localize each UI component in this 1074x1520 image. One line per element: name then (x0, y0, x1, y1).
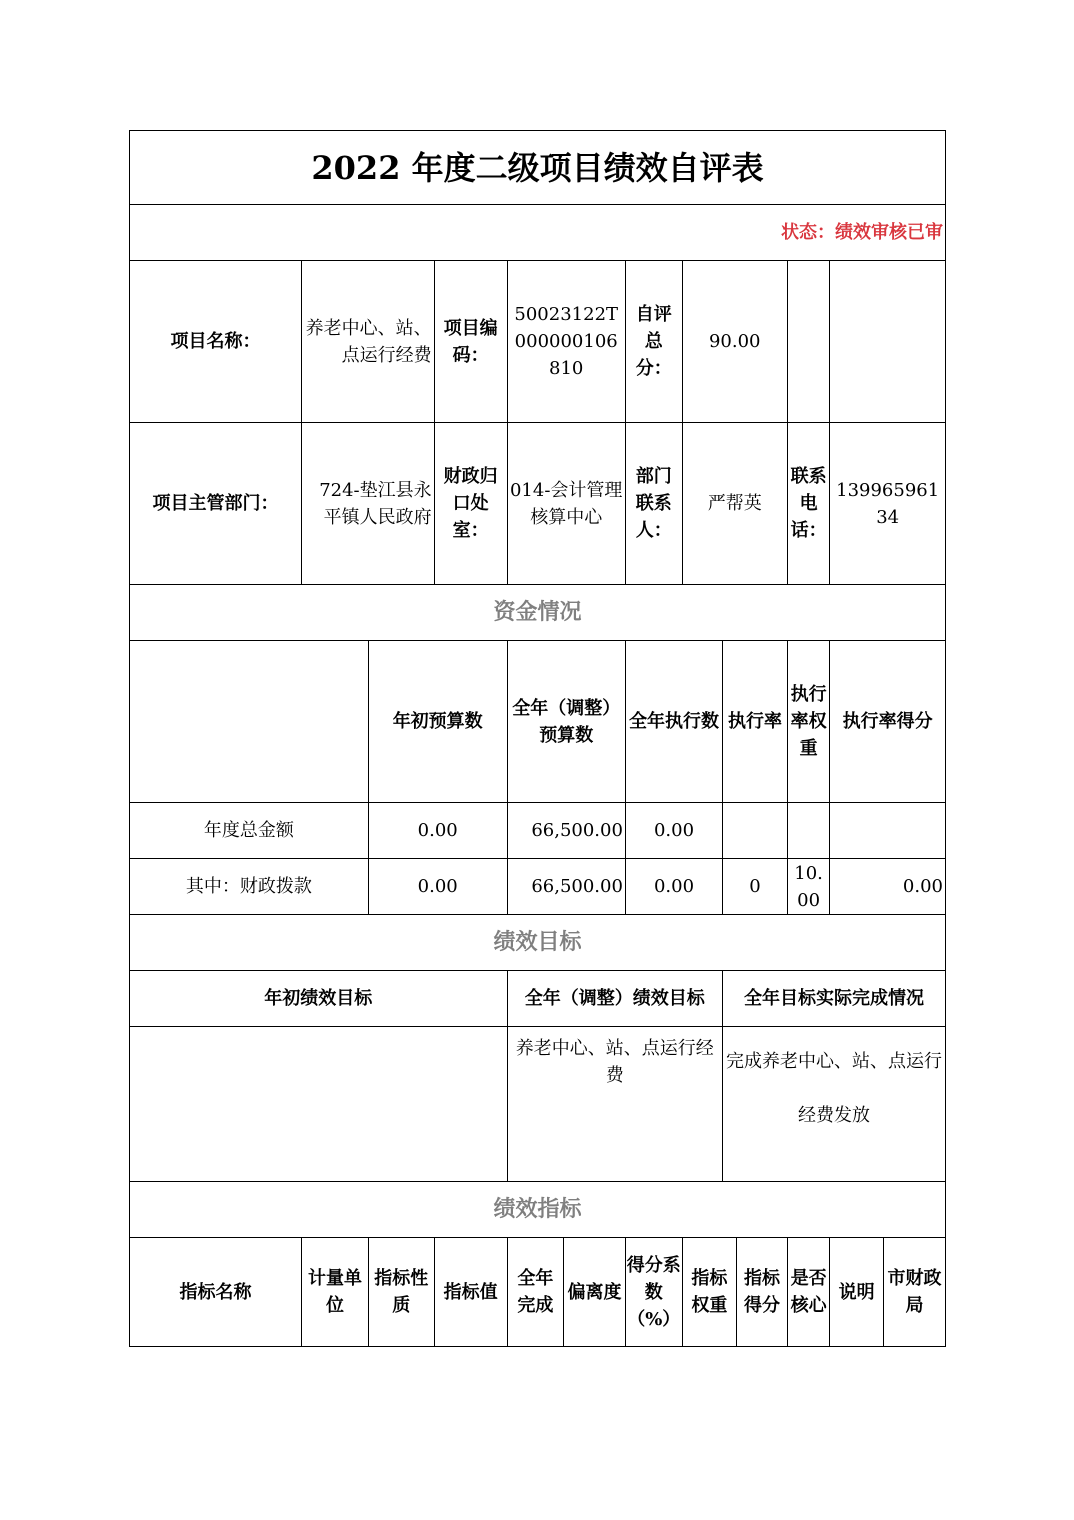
funds-header-initial: 年初预算数 (368, 641, 507, 803)
funds-row-weight: 10.00 (787, 859, 830, 915)
indicator-header-nature: 指标性质 (368, 1238, 434, 1347)
funds-row-adjusted: 66,500.00 (507, 859, 625, 915)
funds-header-weight: 执行率权重 (787, 641, 830, 803)
goals-initial-value (130, 1027, 508, 1182)
funds-row-score (830, 803, 946, 859)
funds-row-executed: 0.00 (625, 803, 722, 859)
status-text: 状态：绩效审核已审 (130, 205, 946, 261)
indicator-header-weight: 指标权重 (682, 1238, 737, 1347)
funds-row-rate: 0 (723, 859, 788, 915)
project-name-value: 养老中心、站、点运行经费 (302, 261, 435, 423)
empty-cell (787, 261, 830, 423)
funds-row-executed: 0.00 (625, 859, 722, 915)
goals-adjusted-value: 养老中心、站、点运行经费 (507, 1027, 723, 1182)
phone-label: 联系电话： (787, 423, 830, 585)
evaluation-form (129, 130, 946, 1347)
goals-header-actual: 全年目标实际完成情况 (723, 971, 946, 1027)
finance-value: 014-会计管理核算中心 (507, 423, 625, 585)
indicator-header-completion: 全年完成 (507, 1238, 564, 1347)
funds-row-rate (723, 803, 788, 859)
indicator-header-core: 是否核心 (787, 1238, 830, 1347)
goals-actual-value: 完成养老中心、站、点运行经费发放 (723, 1027, 946, 1182)
funds-row-score: 0.00 (830, 859, 946, 915)
contact-value: 严帮英 (682, 423, 787, 585)
indicator-header-value: 指标值 (434, 1238, 507, 1347)
funds-row-adjusted: 66,500.00 (507, 803, 625, 859)
project-name-label: 项目名称： (130, 261, 302, 423)
funds-header-executed: 全年执行数 (625, 641, 722, 803)
indicator-header-unit: 计量单位 (302, 1238, 369, 1347)
finance-label: 财政归口处室： (434, 423, 507, 585)
funds-row-label: 年度总金额 (130, 803, 369, 859)
indicator-header-bureau: 市财政局 (883, 1238, 945, 1347)
funds-row-initial: 0.00 (368, 803, 507, 859)
funds-section-title: 资金情况 (130, 585, 946, 641)
funds-row-initial: 0.00 (368, 859, 507, 915)
funds-header-adjusted: 全年（调整）预算数 (507, 641, 625, 803)
indicator-header-score: 指标得分 (737, 1238, 788, 1347)
goals-section-title: 绩效目标 (130, 915, 946, 971)
dept-value: 724-垫江县永平镇人民政府 (302, 423, 435, 585)
project-code-value: 50023122T000000106810 (507, 261, 625, 423)
score-label: 自评总分： (625, 261, 682, 423)
indicator-header-coefficient: 得分系数（%） (625, 1238, 682, 1347)
project-code-label: 项目编码： (434, 261, 507, 423)
contact-label: 部门联系人： (625, 423, 682, 585)
indicator-header-note: 说明 (830, 1238, 884, 1347)
funds-row-label: 其中：财政拨款 (130, 859, 369, 915)
form-title: 2022 年度二级项目绩效自评表 (130, 131, 946, 205)
indicator-header-name: 指标名称 (130, 1238, 302, 1347)
phone-value: 13996596134 (830, 423, 946, 585)
evaluation-table (129, 130, 946, 1347)
empty-cell (830, 261, 946, 423)
score-value: 90.00 (682, 261, 787, 423)
funds-header-rate: 执行率 (723, 641, 788, 803)
funds-row-weight (787, 803, 830, 859)
goals-header-adjusted: 全年（调整）绩效目标 (507, 971, 723, 1027)
goals-header-initial: 年初绩效目标 (130, 971, 508, 1027)
dept-label: 项目主管部门： (130, 423, 302, 585)
funds-header-score: 执行率得分 (830, 641, 946, 803)
funds-header-blank (130, 641, 369, 803)
indicators-section-title: 绩效指标 (130, 1182, 946, 1238)
indicator-header-deviation: 偏离度 (564, 1238, 626, 1347)
